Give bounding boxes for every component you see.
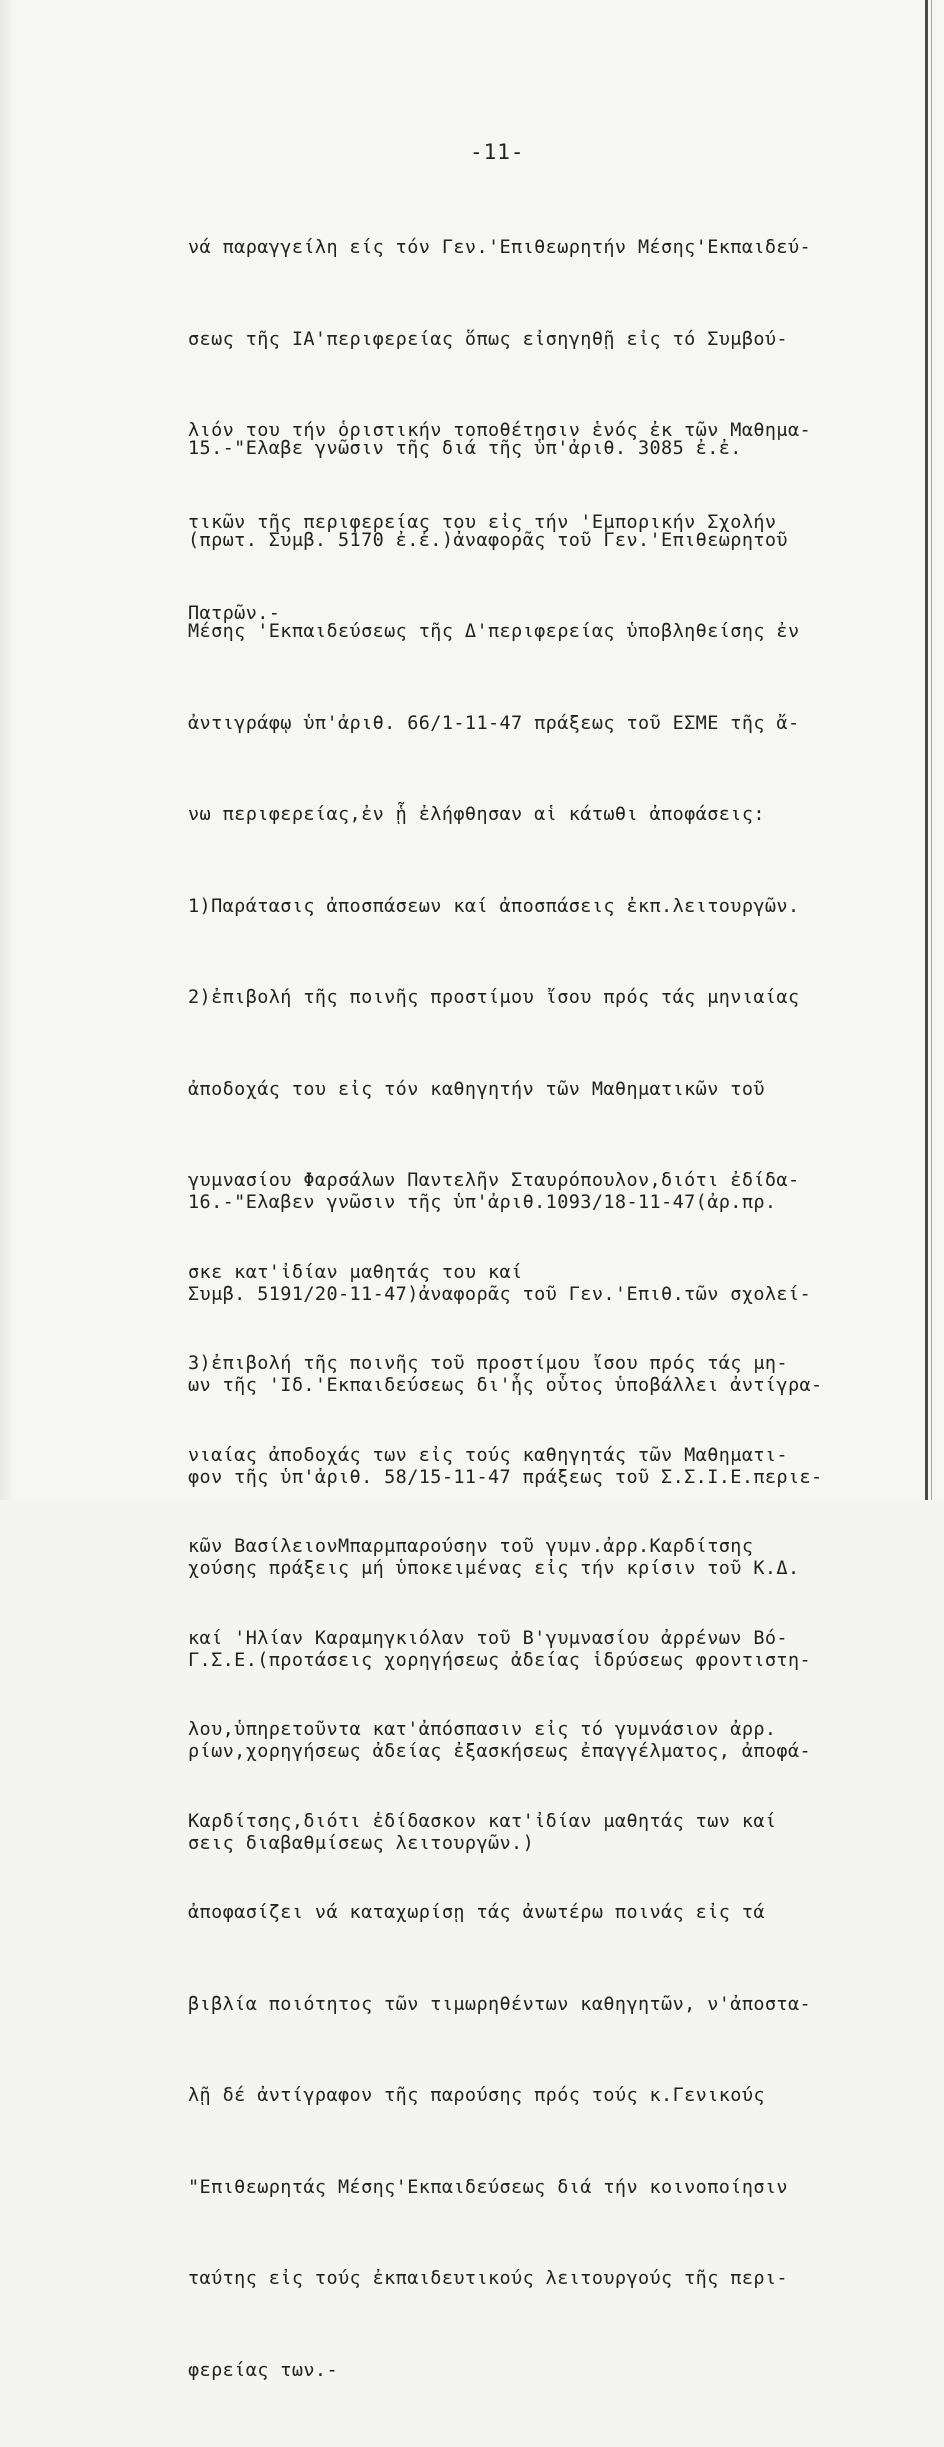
text-line: σεις διαβαθμίσεως λειτουργῶν.) [188, 1832, 535, 1854]
text-line: 3)ἐπιβολή τῆς ποινῆς τοῦ προστίμου ἴσου πρός τάς μη- [188, 1353, 788, 1374]
text-line: "Επιθεωρητάς Μέσης'Εκπαιδεύσεως διά τήν κοινοποίησιν [188, 2176, 788, 2198]
text-line: ταύτης εἰς τούς ἐκπαιδευτικούς λειτουργούς τῆς περι- [188, 2268, 788, 2289]
paragraph-item-16 [188, 1127, 913, 1920]
text-line: χούσης πράξεις μή ὑποκειμένας εἰς τήν κρίσιν τοῦ Κ.Δ. [188, 1558, 800, 1579]
text-line: 2)ἐπιβολή τῆς ποινῆς προστίμου ἴσου πρός τάς μηνιαίας [188, 987, 800, 1008]
text-line: λιόν του τήν ὁριστικήν τοποθέτησιν ἑνός ἐκ τῶν Μαθημα- [188, 420, 812, 441]
text-line: κῶν ΒασίλειονΜπαρμπαρούσην τοῦ γυμν.ἀρρ.Καρδίτσης [188, 1536, 754, 1557]
text-line: λῇ δέ ἀντίγραφον τῆς παρούσης πρός τούς κ.Γενικούς [188, 2085, 765, 2106]
text-line: ἀποφασίζει νά καταχωρίσῃ τάς ἀνωτέρω ποινάς εἰς τά [188, 1902, 765, 1923]
text-line: γυμνασίου Φαρσάλων Παντελῆν Σταυρόπουλον,διότι ἐδίδα- [188, 1170, 800, 1191]
text-line: φον τῆς ὑπ'ἀριθ. 58/15-11-47 πράξεως τοῦ Σ.Σ.Ι.Ε.περιε- [188, 1466, 823, 1488]
text-line: 16.-"Ελαβεν γνῶσιν τῆς ὑπ'ἀριθ.1093/18-11-47(ἀρ.πρ. [188, 1192, 777, 1213]
scan-right-edge [925, 0, 928, 1500]
text-line: σεως τῆς ΙΑ'περιφερείας ὅπως εἰσηγηθῇ εἰς τό Συμβού- [188, 328, 788, 350]
text-line: λου,ὑπηρετοῦντα κατ'ἀπόσπασιν εἰς τό γυμνάσιον ἀρρ. [188, 1719, 777, 1740]
text-line: νω περιφερείας,ἐν ᾗ ἐλήφθησαν αἱ κάτωθι ἀποφάσεις: [188, 804, 765, 825]
text-line: ρίων,χορηγήσεως ἀδείας ἐξασκήσεως ἐπαγγέλματος, ἀποφά- [188, 1741, 812, 1762]
text-line: Γ.Σ.Ε.(προτάσεις χορηγήσεως ἀδείας ἱδρύσεως φροντιστη- [188, 1649, 812, 1671]
text-line: νά παραγγείλη είς τόν Γεν.'Επιθεωρητήν Μέσης'Εκπαιδεύ- [188, 237, 812, 258]
text-line: βιβλία ποιότητος τῶν τιμωρηθέντων καθηγητῶν, ν'ἀποστα- [188, 1993, 812, 2015]
text-line: Καρδίτσης,διότι ἐδίδασκον κατ'ἰδίαν μαθητάς των καί [188, 1810, 777, 1832]
text-line: ἀποδοχάς του εἰς τόν καθηγητήν τῶν Μαθηματικῶν τοῦ [188, 1078, 765, 1100]
page-number: -11- [470, 140, 525, 164]
text-line: Μέσης 'Εκπαιδεύσεως τῆς Δ'περιφερείας ὑποβληθείσης ἐν [188, 621, 800, 642]
text-line: τικῶν τῆς περιφερείας του εἰς τήν 'Εμπορικήν Σχολήν [188, 511, 777, 533]
scan-left-shadow [0, 0, 14, 1500]
text-line: Συμβ. 5191/20-11-47)ἀναφορᾶς τοῦ Γεν.'Επιθ.τῶν σχολεί- [188, 1283, 812, 1305]
text-line: 15.-"Ελαβε γνῶσιν τῆς διά τῆς ὑπ'ἀριθ. 3085 ἐ.ἐ. [188, 438, 742, 459]
text-line: σκε κατ'ἰδίαν μαθητάς του καί [188, 1261, 523, 1283]
text-line: 1)Παράτασις ἀποσπάσεων καί ἀποσπάσεις ἐκπ.λειτουργῶν. [188, 895, 800, 917]
text-line: (πρωτ. Συμβ. 5170 ἐ.ἐ.)ἀναφορᾶς τοῦ Γεν.'Επιθεωρητοῦ [188, 529, 788, 551]
text-line: νιαίας ἀποδοχάς των εἰς τούς καθηγητάς τῶν Μαθηματι- [188, 1444, 788, 1466]
text-line: Πατρῶν.- [188, 603, 281, 624]
text-line: ἀντιγράφῳ ὑπ'ἀριθ. 66/1-11-47 πράξεως τοῦ ΕΣΜΕ τῆς ἄ- [188, 712, 800, 734]
text-line: καί 'Ηλίαν Καραμηγκιόλαν τοῦ Β'γυμνασίου ἀρρένων Βό- [188, 1627, 788, 1649]
scan-right-edge-secondary [931, 0, 932, 1500]
text-line: ων τῆς 'Ιδ.'Εκπαιδεύσεως δι'ἧς οὗτος ὑποβάλλει ἀντίγρα- [188, 1375, 823, 1396]
text-line: φερείας των.- [188, 2359, 338, 2381]
